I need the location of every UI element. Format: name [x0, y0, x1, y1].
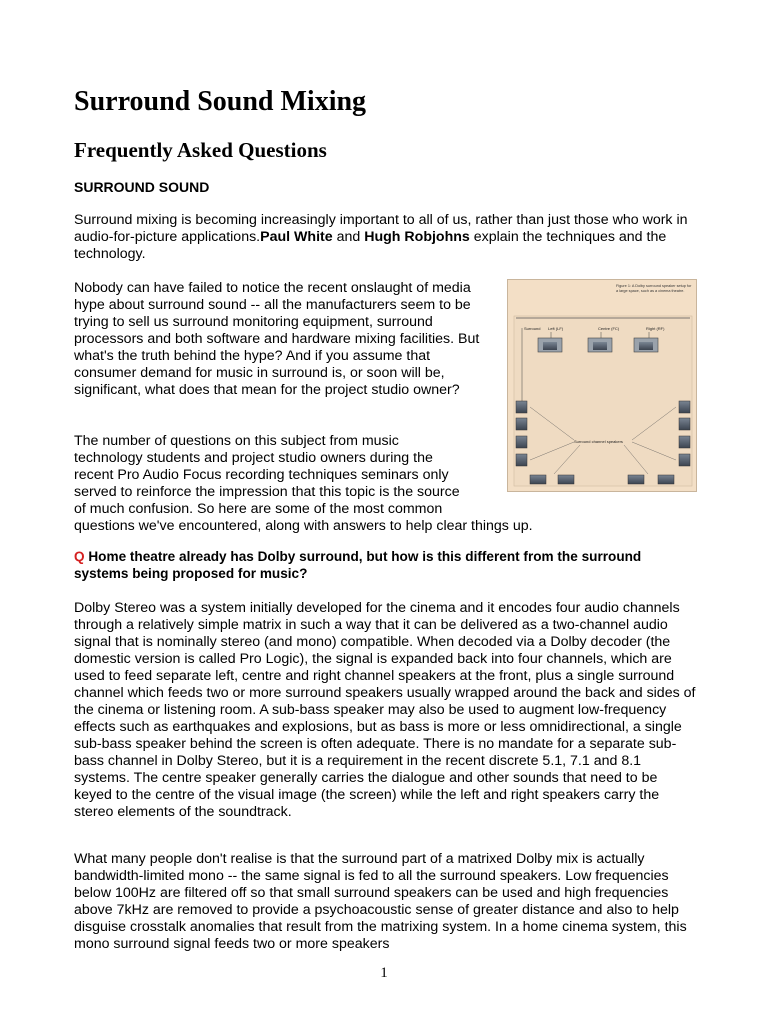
label-surround: Surround	[524, 326, 541, 331]
page-title: Surround Sound Mixing	[74, 86, 367, 117]
speaker-rear-3	[628, 475, 644, 484]
figure-caption: Figure 1: A Dolby surround speaker setup for a large space, such as a cinema theatre.	[616, 284, 692, 293]
speaker-layout-figure	[507, 279, 697, 492]
speaker-left-front-cone	[543, 342, 557, 350]
speaker-left-side-2	[516, 418, 527, 430]
paragraph-2-line: served to reinforce the impression that this topic is the source	[74, 484, 460, 500]
intro-text-and: and	[332, 229, 365, 245]
speaker-left-side-3	[516, 436, 527, 448]
question-marker: Q	[74, 549, 85, 564]
speaker-left-side-4	[516, 454, 527, 466]
question-heading	[74, 548, 694, 582]
speaker-rear-2	[558, 475, 574, 484]
speaker-left-side-1	[516, 401, 527, 413]
answer-paragraph-1: Dolby Stereo was a system initially developed for the cinema and it encodes four audio channels through a relatively simple matrix in such a way that it can be delivered as a two-channel audio signal that is nominally stereo (and mono) compatible. When decoded via a Dolby decoder (the domestic version is called Pro Logic), the signal is expanded back into four channels, which are used to feed separate left, centre and right channel speakers at the front, plus a single surround channel which feeds two or more surround speakers usually wrapped around the back and sides of the cinema or listening room. A sub-bass speaker may also be used to augment low-frequency effects such as earthquakes and explosions, but as bass is more or less omnidirectional, a single sub-bass speaker behind the screen is often adequate. There is no mandate for a separate sub-bass channel in Dolby Stereo, but it is a requirement in the recent discrete 5.1, 7.1 and 8.1 systems. The centre speaker generally carries the dialogue and other sounds that need to be keyed to the centre of the visual image (the screen) while the left and right speakers carry the stereo elements of the soundtrack.	[74, 600, 696, 820]
page-subtitle: Frequently Asked Questions	[74, 138, 327, 162]
speaker-right-side-2	[679, 418, 690, 430]
speaker-right-side-1	[679, 401, 690, 413]
answer-paragraph-2: What many people don't realise is that the surround part of a matrixed Dolby mix is actually bandwidth-limited mono -- the same signal is fed to all the surround speakers. Low frequencies below 100Hz are filtered off so that small surround speakers can be used and high frequencies above 7kHz are removed to provide a psychoacoustic sense of greater distance and also to help disguise crosstalk anomalies that result from the matrixing system. In a home cinema system, this mono surround signal feeds two or more speakers	[74, 851, 687, 952]
section-heading: SURROUND SOUND	[74, 179, 210, 195]
paragraph-2-line: recent Pro Audio Focus recording techniques seminars only	[74, 467, 449, 483]
speaker-centre-front-cone	[593, 342, 607, 350]
speaker-right-side-4	[679, 454, 690, 466]
speaker-rear-1	[530, 475, 546, 484]
author-hugh-robjohns: Hugh Robjohns	[364, 229, 470, 245]
question-text: Home theatre already has Dolby surround, but how is this different from the surround systems being proposed for music?	[74, 549, 642, 581]
intro-paragraph	[74, 212, 696, 263]
page-number: 1	[380, 965, 388, 981]
intro-text-before: Surround mixing is becoming increasingly important to all of us, rather than just those who work in audio-for-picture applications.	[74, 212, 688, 245]
speaker-rear-4	[658, 475, 674, 484]
author-paul-white: Paul White	[260, 229, 333, 245]
paragraph-2-line: technology students and project studio owners during the	[74, 450, 433, 466]
speaker-right-side-3	[679, 436, 690, 448]
label-left: Left (LF)	[548, 326, 564, 331]
label-surround-speakers: Surround channel speakers	[574, 439, 623, 444]
speaker-right-front-cone	[639, 342, 653, 350]
intro-text-after: explain the techniques and the technology.	[74, 229, 667, 262]
paragraph-2-line: of much confusion. So here are some of the most common	[74, 501, 443, 517]
paragraph-1: Nobody can have failed to notice the recent onslaught of media hype about surround sound -- all the manufacturers seem to be trying to sell us surround monitoring equipment, surround processors and both software and hardware mixing facilities. But what's the truth behind the hype? And if you assume that consumer demand for music in surround is, or soon will be, significant, what does that mean for the project studio owner?	[74, 280, 480, 398]
speaker-layout-diagram	[508, 280, 698, 493]
label-right: Right (RF)	[646, 326, 665, 331]
paragraph-2-line: questions we've encountered, along with answers to help clear things up.	[74, 518, 533, 534]
label-centre: Centre (FC)	[598, 326, 620, 331]
paragraph-2-line: The number of questions on this subject from music	[74, 433, 399, 449]
